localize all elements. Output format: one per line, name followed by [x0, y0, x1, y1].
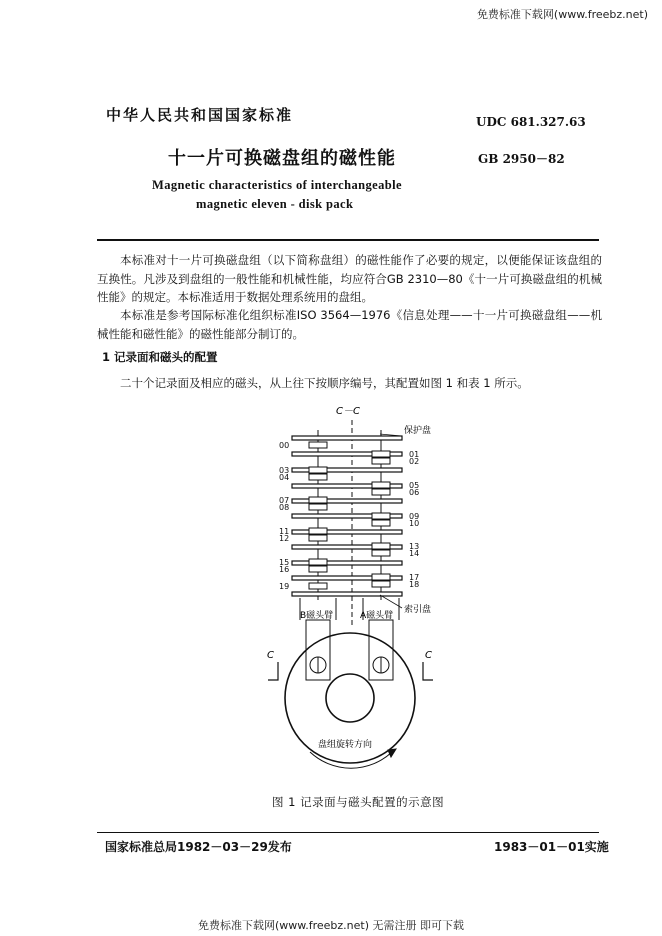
- surface-label: 04: [279, 473, 290, 482]
- head-b: [309, 559, 327, 565]
- head-b: [309, 566, 327, 572]
- surface-label: 09: [409, 512, 420, 521]
- surface-label: 07: [279, 496, 290, 505]
- surface-label: 05: [409, 481, 420, 490]
- head-a: [372, 543, 390, 549]
- protective-disk-label: 保护盘: [404, 426, 432, 436]
- head-a: [372, 513, 390, 519]
- english-title-line2: magnetic eleven - disk pack: [196, 197, 354, 211]
- arm-a-label: A磁头臂: [360, 611, 394, 621]
- head-a: [372, 550, 390, 556]
- surface-label: 19: [279, 582, 290, 591]
- head-b: [309, 504, 327, 510]
- surface-label: 18: [409, 580, 420, 589]
- head-a: [372, 520, 390, 526]
- surface-label: 02: [409, 457, 420, 466]
- protective-disk: [292, 436, 402, 440]
- organization-heading: 中华人民共和国国家标准: [106, 106, 294, 124]
- figure-disk-configuration: [0, 402, 662, 792]
- watermark-top: 免费标准下载网(www.freebz.net): [476, 8, 648, 21]
- head-a: [372, 574, 390, 580]
- arm-b-label: B磁头臂: [300, 611, 334, 621]
- surface-label: 10: [409, 519, 420, 528]
- index-disk-label: 索引盘: [404, 605, 432, 615]
- head-b: [309, 583, 327, 589]
- head-a: [372, 489, 390, 495]
- head-b: [309, 535, 327, 541]
- surface-label: 13: [409, 542, 420, 551]
- watermark-bottom: 免费标准下载网(www.freebz.net) 无需注册 即可下载: [197, 919, 465, 932]
- section-heading: 1 记录面和磁头的配置: [102, 350, 218, 364]
- surface-label: 17: [409, 573, 420, 582]
- head-b: [309, 528, 327, 534]
- surface-label: 16: [279, 565, 290, 574]
- surface-label: 14: [409, 549, 420, 558]
- surface-label: 11: [279, 527, 290, 536]
- surface-label: 15: [279, 558, 290, 567]
- surface-label: 06: [409, 488, 420, 497]
- footer-divider: [97, 832, 599, 833]
- section-text: 二十个记录面及相应的磁头，从上往下按顺序编号，其配置如图 1 和表 1 所示。: [120, 376, 529, 390]
- standard-number: GB 2950－82: [478, 152, 565, 166]
- head-a: [372, 581, 390, 587]
- head-b: [309, 497, 327, 503]
- figure-caption: 图 1 记录面与磁头配置的示意图: [272, 795, 445, 809]
- body-paragraph-1: 本标准对十一片可换磁盘组（以下简称盘组）的磁性能作了必要的规定，以便能保证该盘组的互换性。凡涉及到盘组的一般性能和机械性能，均应符合GB 2310—80《十一片可换磁盘组的机械性能》的规定。本标准适用于数据处理系统用的盘组。: [97, 253, 602, 304]
- header-divider: [97, 239, 599, 241]
- surface-label: 01: [409, 450, 420, 459]
- surface-label: 12: [279, 534, 290, 543]
- english-title-line1: Magnetic characteristics of interchangeable: [152, 178, 402, 192]
- rotation-label: 盘组旋转方向: [318, 740, 373, 750]
- udc-code: UDC 681.327.63: [476, 115, 586, 129]
- head-a: [372, 482, 390, 488]
- cut-label-left: C: [267, 650, 274, 661]
- head-b: [309, 467, 327, 473]
- section-label: C－C: [336, 406, 360, 417]
- surface-label: 03: [279, 466, 290, 475]
- surface-label: 08: [279, 503, 290, 512]
- cut-label-right: C: [425, 650, 432, 661]
- issue-date: 国家标准总局1982－03－29发布: [105, 840, 292, 854]
- head-a: [372, 458, 390, 464]
- head-a: [372, 451, 390, 457]
- head-b: [309, 442, 327, 448]
- page-title: 十一片可换磁盘组的磁性能: [168, 148, 396, 169]
- head-b: [309, 474, 327, 480]
- index-disk: [292, 592, 402, 596]
- surface-label: 00: [279, 441, 290, 450]
- body-paragraph-2: 本标准是参考国际标准化组织标准ISO 3564—1976《信息处理——十一片可换磁盘组——机械性能和磁性能》的磁性能部分制订的。: [97, 308, 602, 341]
- effective-date: 1983－01－01实施: [494, 840, 609, 854]
